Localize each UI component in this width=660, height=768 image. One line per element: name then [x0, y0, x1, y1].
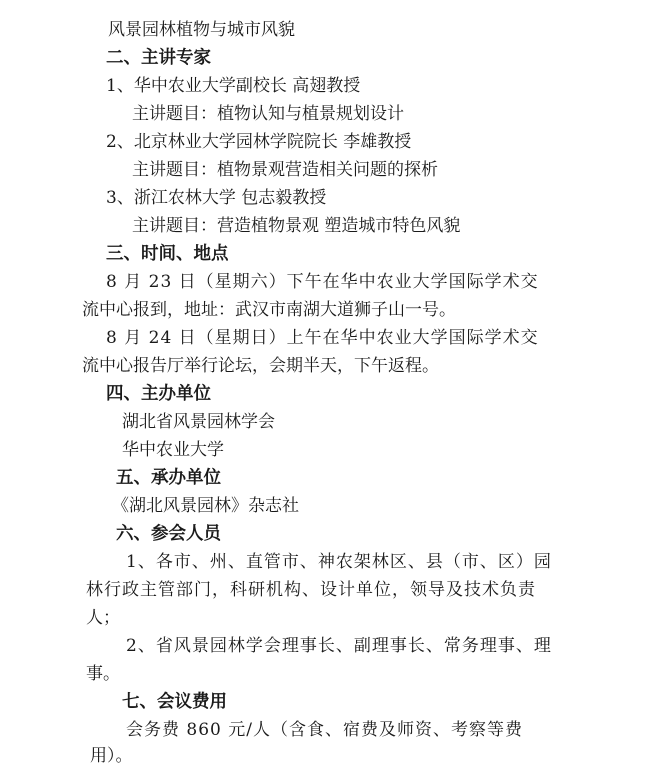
- speaker-3: 3、浙江农林大学 包志毅教授: [106, 188, 327, 208]
- fee-line-1: 会务费 860 元/人（含食、宿费及师资、考察等费: [126, 720, 523, 740]
- section-heading-time-place: 三、时间、地点: [106, 244, 229, 264]
- schedule-1-line-1: 8 月 23 日（星期六）下午在华中农业大学国际学术交: [106, 272, 539, 292]
- participants-1-line-3: 人；: [86, 608, 120, 628]
- host-org-2: 华中农业大学: [122, 440, 224, 460]
- organizer-org: 《湖北风景园林》杂志社: [112, 496, 299, 516]
- section-heading-organizer: 五、承办单位: [116, 468, 221, 488]
- fee-line-2: 用）。: [90, 746, 133, 766]
- speaker-2: 2、北京林业大学园林学院院长 李雄教授: [106, 132, 412, 152]
- speaker-1: 1、华中农业大学副校长 高翅教授: [106, 76, 361, 96]
- speaker-1-topic: 主讲题目：植物认知与植景规划设计: [132, 104, 404, 124]
- participants-1-line-2: 林行政主管部门，科研机构、设计单位，领导及技术负责: [86, 580, 536, 600]
- host-org-1: 湖北省风景园林学会: [122, 412, 275, 432]
- section-heading-host: 四、主办单位: [106, 384, 211, 404]
- section-heading-speakers: 二、主讲专家: [106, 48, 211, 68]
- section-heading-participants: 六、参会人员: [116, 524, 221, 544]
- schedule-2-line-2: 流中心报告厅举行论坛，会期半天，下午返程。: [82, 356, 439, 376]
- participants-2-line-2: 事。: [86, 664, 120, 684]
- topic-line: 风景园林植物与城市风貌: [108, 20, 295, 40]
- schedule-1-line-2: 流中心报到，地址：武汉市南湖大道狮子山一号。: [82, 300, 456, 320]
- participants-2-line-1: 2、省风景园林学会理事长、副理事长、常务理事、理: [126, 636, 552, 656]
- schedule-2-line-1: 8 月 24 日（星期日）上午在华中农业大学国际学术交: [106, 328, 539, 348]
- speaker-3-topic: 主讲题目：营造植物景观 塑造城市特色风貌: [132, 216, 461, 236]
- participants-1-line-1: 1、各市、州、直管市、神农架林区、县（市、区）园: [126, 552, 552, 572]
- section-heading-fees: 七、会议费用: [122, 692, 227, 712]
- speaker-2-topic: 主讲题目：植物景观营造相关问题的探析: [132, 160, 438, 180]
